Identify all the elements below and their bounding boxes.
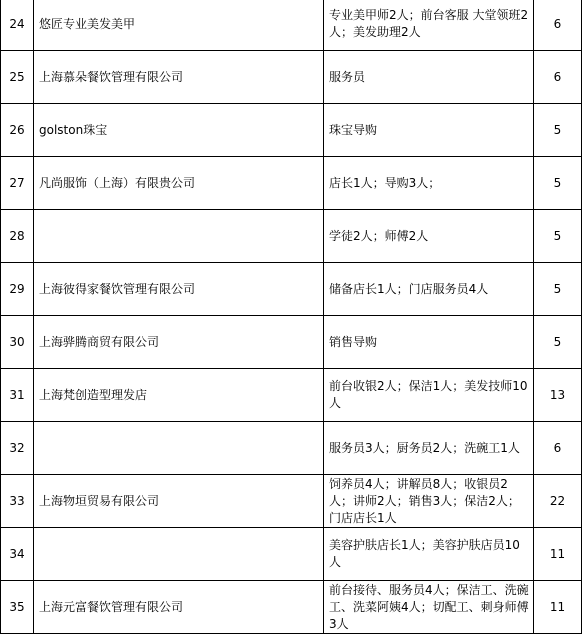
- positions: 饲养员4人；讲解员8人；收银员2人；讲师2人；销售3人；保洁2人；门店店长1人: [324, 475, 534, 528]
- row-number: 25: [1, 51, 34, 104]
- headcount: 13: [534, 369, 582, 422]
- headcount: 5: [534, 104, 582, 157]
- table-row: [1, 51, 582, 104]
- table-row: [1, 104, 582, 157]
- positions: 服务员: [324, 51, 534, 104]
- table-row: [1, 581, 582, 634]
- company-name: 上海物垣贸易有限公司: [34, 475, 324, 528]
- table-row: [1, 157, 582, 210]
- row-number: 24: [1, 0, 34, 51]
- table-row: [1, 475, 582, 528]
- company-name: 上海骅腾商贸有限公司: [34, 316, 324, 369]
- company-name: 悠匠专业美发美甲: [34, 0, 324, 51]
- company-name: 上海彼得家餐饮管理有限公司: [34, 263, 324, 316]
- row-number: 28: [1, 210, 34, 263]
- headcount: 6: [534, 422, 582, 475]
- positions: 前台接待、服务员4人；保洁工、洗碗工、洗菜阿姨4人；切配工、刺身师傅3人: [324, 581, 534, 634]
- company-name: 上海慕朵餐饮管理有限公司: [34, 51, 324, 104]
- table-row: [1, 422, 582, 475]
- positions: 美容护肤店长1人；美容护肤店员10人: [324, 528, 534, 581]
- positions: 销售导购: [324, 316, 534, 369]
- row-number: 34: [1, 528, 34, 581]
- row-number: 35: [1, 581, 34, 634]
- positions: 储备店长1人；门店服务员4人: [324, 263, 534, 316]
- company-name: 上海梵创造型理发店: [34, 369, 324, 422]
- headcount: 11: [534, 581, 582, 634]
- table-row: [1, 263, 582, 316]
- row-number: 31: [1, 369, 34, 422]
- table-row: [1, 316, 582, 369]
- positions: 学徒2人；师傅2人: [324, 210, 534, 263]
- headcount: 6: [534, 0, 582, 51]
- headcount: 5: [534, 210, 582, 263]
- row-number: 26: [1, 104, 34, 157]
- positions: 店长1人；导购3人；: [324, 157, 534, 210]
- positions: 前台收银2人；保洁1人；美发技师10人: [324, 369, 534, 422]
- company-name: 上海元富餐饮管理有限公司: [34, 581, 324, 634]
- positions: 服务员3人；厨务员2人；洗碗工1人: [324, 422, 534, 475]
- row-number: 30: [1, 316, 34, 369]
- row-number: 33: [1, 475, 34, 528]
- job-table-body: [1, 0, 582, 634]
- table-row: [1, 210, 582, 263]
- headcount: 5: [534, 263, 582, 316]
- table-row: [1, 528, 582, 581]
- headcount: 22: [534, 475, 582, 528]
- table-row: [1, 369, 582, 422]
- company-name: [34, 528, 324, 581]
- headcount: 5: [534, 316, 582, 369]
- company-name: 凡尚服饰（上海）有限贵公司: [34, 157, 324, 210]
- headcount: 5: [534, 157, 582, 210]
- headcount: 6: [534, 51, 582, 104]
- table-row: [1, 0, 582, 51]
- headcount: 11: [534, 528, 582, 581]
- company-name: [34, 422, 324, 475]
- row-number: 29: [1, 263, 34, 316]
- row-number: 27: [1, 157, 34, 210]
- positions: 专业美甲师2人；前台客服 大堂领班2人；美发助理2人: [324, 0, 534, 51]
- company-name: [34, 210, 324, 263]
- row-number: 32: [1, 422, 34, 475]
- positions: 珠宝导购: [324, 104, 534, 157]
- company-name: golston珠宝: [34, 104, 324, 157]
